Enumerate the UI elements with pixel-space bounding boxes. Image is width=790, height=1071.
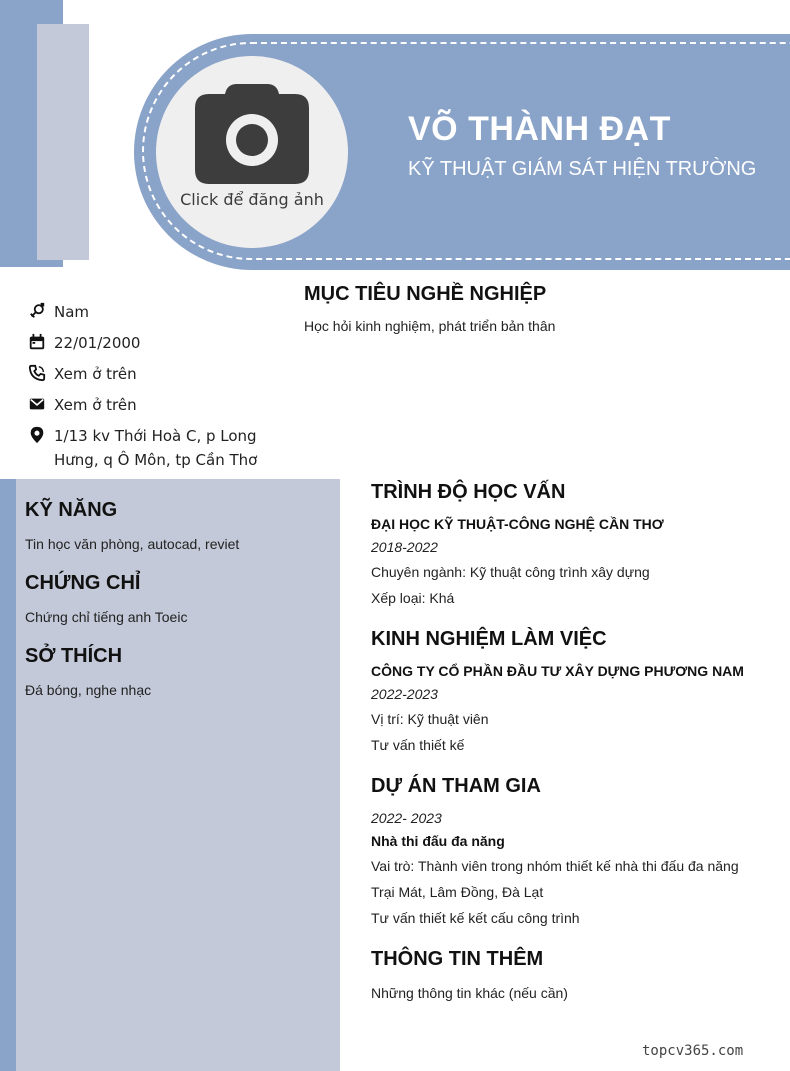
gender-icon <box>28 302 48 322</box>
contact-email <box>28 393 268 417</box>
contact-address <box>28 424 268 472</box>
location-pin-icon <box>28 426 48 446</box>
certificates-heading: CHỨNG CHỈ <box>25 572 141 594</box>
skills-heading: KỸ NĂNG <box>25 499 118 521</box>
contact-list <box>28 300 268 479</box>
skills-text: Tin học văn phòng, autocad, reviet <box>25 536 240 552</box>
contact-phone <box>28 362 268 386</box>
education-heading: TRÌNH ĐỘ HỌC VẤN <box>371 481 566 503</box>
photo-upload-label[interactable]: Click để đăng ảnh <box>180 190 324 209</box>
header-accent-strip <box>37 24 89 260</box>
projects-heading: DỰ ÁN THAM GIA <box>371 775 541 797</box>
experience-role: Vị trí: Kỹ thuật viên <box>371 711 489 727</box>
gender-text: Nam <box>54 303 90 321</box>
address-text: 1/13 kv Thới Hoà C, p Long Hưng, q Ô Môn, tp Cần Thơ <box>54 427 258 469</box>
experience-company: CÔNG TY CỔ PHẦN ĐẦU TƯ XÂY DỰNG PHƯƠNG NAM <box>371 663 744 679</box>
watermark: topcv365.com <box>642 1043 744 1059</box>
education-grade: Xếp loại: Khá <box>371 590 455 606</box>
sidebar-edge <box>0 479 16 1071</box>
email-text: Xem ở trên <box>54 396 137 414</box>
project-period: 2022- 2023 <box>371 810 442 826</box>
education-school: ĐẠI HỌC KỸ THUẬT-CÔNG NGHỆ CẦN THƠ <box>371 516 664 532</box>
objective-heading: MỤC TIÊU NGHỀ NGHIỆP <box>304 283 547 305</box>
experience-heading: KINH NGHIỆM LÀM VIỆC <box>371 628 607 650</box>
contact-gender <box>28 300 268 324</box>
sidebar-panel <box>16 479 340 1071</box>
experience-duty: Tư vấn thiết kế <box>371 737 465 753</box>
hobbies-heading: SỞ THÍCH <box>25 645 123 667</box>
project-name: Nhà thi đấu đa năng <box>371 833 505 849</box>
extra-text: Những thông tin khác (nếu cần) <box>371 985 568 1001</box>
contact-birthday <box>28 331 268 355</box>
project-location: Trại Mát, Lâm Đồng, Đà Lạt <box>371 884 544 900</box>
envelope-icon <box>28 395 48 415</box>
phone-text: Xem ở trên <box>54 365 137 383</box>
phone-icon <box>28 364 48 384</box>
candidate-name: VÕ THÀNH ĐẠT <box>408 110 671 148</box>
education-period: 2018-2022 <box>371 539 438 555</box>
birthday-text: 22/01/2000 <box>54 334 141 352</box>
certificates-text: Chứng chỉ tiếng anh Toeic <box>25 609 188 625</box>
hobbies-text: Đá bóng, nghe nhạc <box>25 682 152 698</box>
experience-period: 2022-2023 <box>371 686 438 702</box>
camera-icon[interactable] <box>195 84 309 184</box>
objective-text: Học hỏi kinh nghiệm, phát triển bản thân <box>304 318 556 334</box>
project-task: Tư vấn thiết kế kết cấu công trình <box>371 910 580 926</box>
project-role: Vai trò: Thành viên trong nhóm thiết kế nhà thi đấu đa năng <box>371 858 739 874</box>
extra-heading: THÔNG TIN THÊM <box>371 948 544 970</box>
candidate-position: KỸ THUẬT GIÁM SÁT HIỆN TRƯỜNG <box>408 158 757 180</box>
calendar-icon <box>28 333 48 353</box>
education-major: Chuyên ngành: Kỹ thuật công trình xây dựng <box>371 564 650 580</box>
